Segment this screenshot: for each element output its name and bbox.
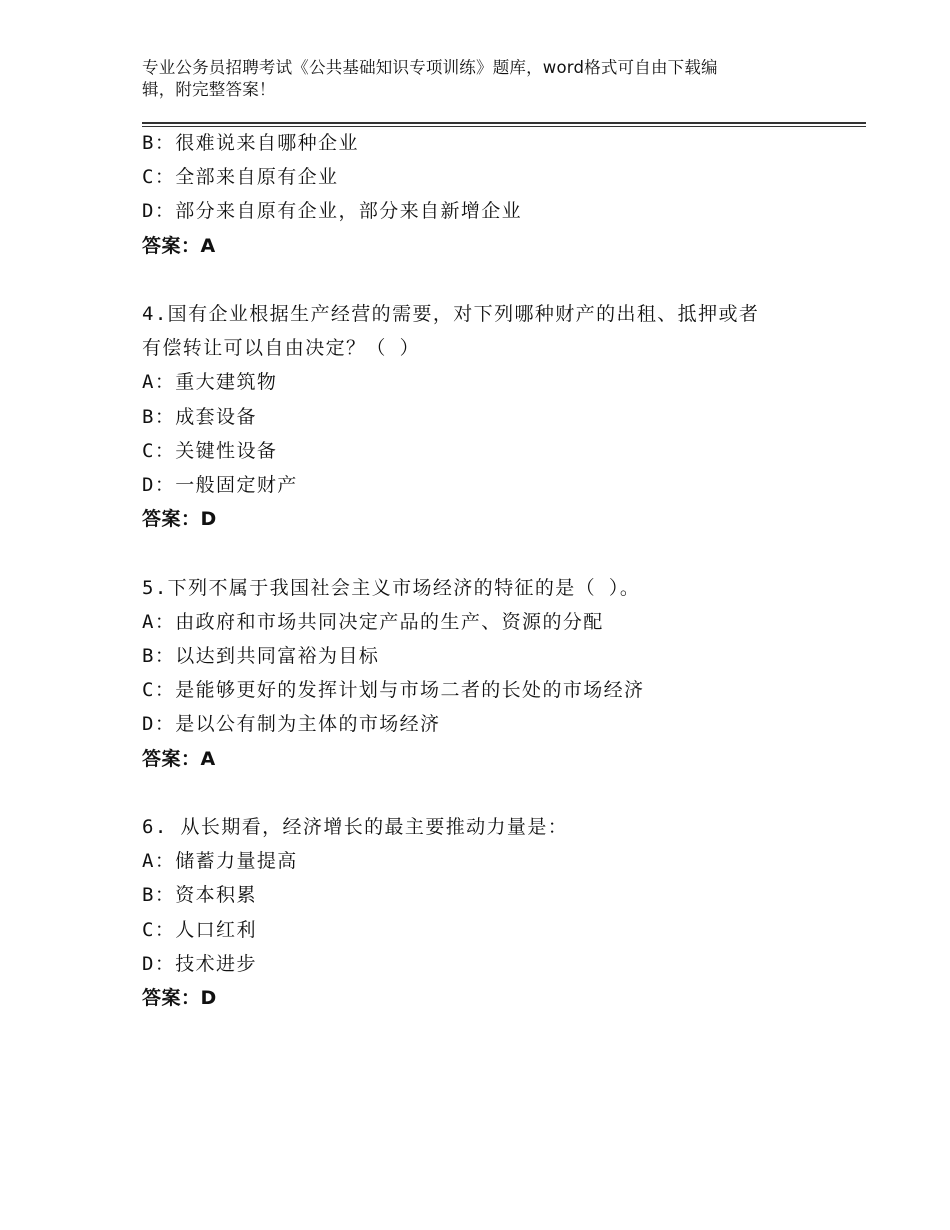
question-4 (142, 297, 842, 536)
spacer (142, 536, 842, 570)
q5-option-d: D：是以公有制为主体的市场经济 (142, 713, 441, 736)
q4-option-b: B：成套设备 (142, 405, 257, 428)
q6-answer: 答案：D (142, 987, 217, 1010)
q5-option-c: C：是能够更好的发挥计划与市场二者的长处的市场经济 (142, 679, 645, 702)
q4-option-a: A：重大建筑物 (142, 371, 278, 394)
header-line-1: 专业公务员招聘考试《公共基础知识专项训练》题库，word格式可自由下载编 (142, 58, 718, 77)
q5-option-b: B：以达到共同富裕为目标 (142, 645, 380, 668)
q5-option-a: A：由政府和市场共同决定产品的生产、资源的分配 (142, 610, 604, 633)
q6-option-a: A：储蓄力量提高 (142, 850, 298, 873)
q6-stem-line-1: 6. 从长期看，经济增长的最主要推动力量是： (142, 816, 569, 839)
page-header (142, 57, 792, 101)
question-3-continued (142, 126, 842, 263)
q6-option-b: B：资本积累 (142, 884, 257, 907)
q3-option-b: B：很难说来自哪种企业 (142, 132, 359, 154)
q3-answer: 答案：A (142, 234, 216, 257)
q5-stem-line-1: 5.下列不属于我国社会主义市场经济的特征的是（ ）。 (142, 576, 641, 599)
question-5 (142, 571, 842, 776)
q4-answer: 答案：D (142, 508, 217, 531)
q3-option-d: D：部分来自原有企业，部分来自新增企业 (142, 200, 523, 223)
q5-answer: 答案：A (142, 747, 216, 770)
q6-option-d: D：技术进步 (142, 952, 257, 975)
q4-option-c: C：关键性设备 (142, 439, 278, 462)
question-6 (142, 810, 842, 1015)
header-line-2: 辑，附完整答案！ (142, 80, 276, 99)
q4-option-d: D：一般固定财产 (142, 474, 298, 497)
spacer (142, 263, 842, 297)
q3-option-c: C：全部来自原有企业 (142, 166, 339, 189)
q6-option-c: C：人口红利 (142, 918, 257, 941)
question-content (142, 126, 842, 1015)
q4-stem-line-2: 有偿转让可以自由决定？（ ） (142, 337, 421, 360)
spacer (142, 776, 842, 810)
header-rule-thick (142, 122, 866, 124)
q4-stem-line-1: 4.国有企业根据生产经营的需要，对下列哪种财产的出租、抵押或者 (142, 303, 760, 325)
